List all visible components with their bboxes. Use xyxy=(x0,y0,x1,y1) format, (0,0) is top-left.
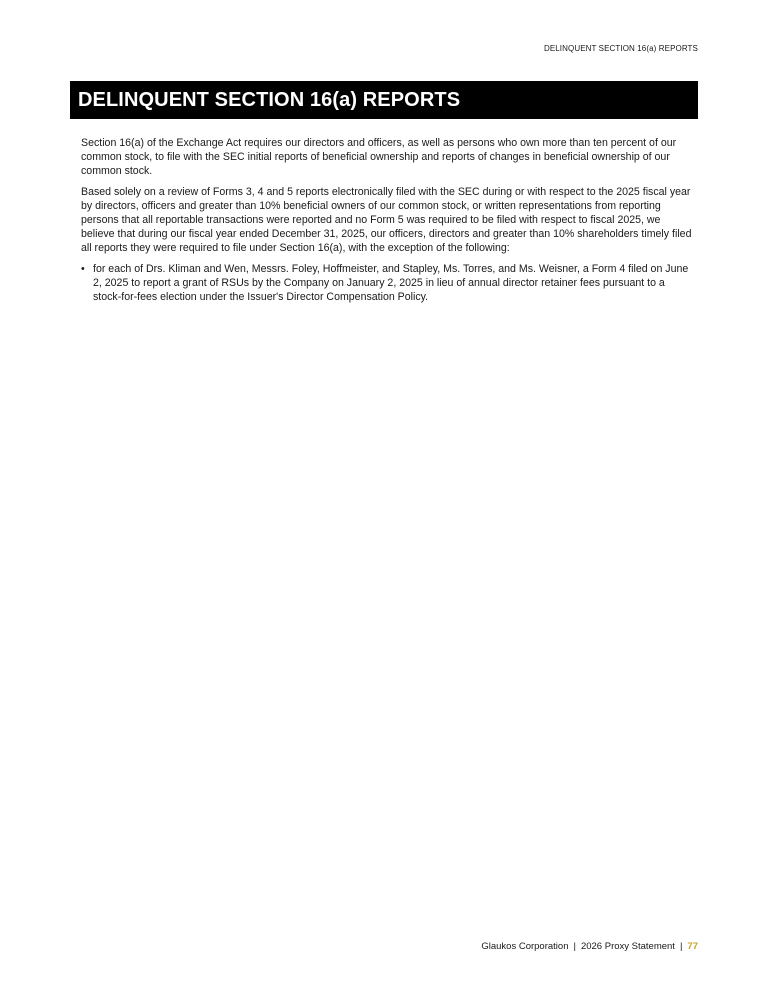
section-title-bar xyxy=(70,81,698,119)
section-body xyxy=(81,136,693,304)
page-number: 77 xyxy=(687,941,698,952)
footer-separator: | xyxy=(573,941,576,952)
footer-document-title: 2026 Proxy Statement xyxy=(580,941,675,952)
section-title: DELINQUENT SECTION 16(a) REPORTS xyxy=(78,88,461,111)
paragraph-section-16a-intro: Section 16(a) of the Exchange Act requires our directors and officers, as well as persons who own more than ten percent of our common stock, to file with the SEC initial reports of beneficial ownership and reports of changes in beneficial ownership of our common stock. xyxy=(81,137,677,177)
footer-separator: | xyxy=(679,941,683,952)
running-header: DELINQUENT SECTION 16(a) REPORTS xyxy=(543,44,698,53)
page-footer xyxy=(481,941,698,952)
paragraph-review-basis: Based solely on a review of Forms 3, 4 and 5 reports electronically filed with the SEC during or with respect to the 2025 fiscal year by directors, officers and greater than 10% beneficial owners of our common stock, or written representations from reporting persons that all reportable transactions were reported and no Form 5 was required to be filed with respect to fiscal 2025, we believe that during our fiscal year ended December 31, 2025, our officers, directors and greater than 10% shareholders timely filed all reports they were required to file under Section 16(a), with the exception of the following: xyxy=(81,186,692,254)
exceptions-list xyxy=(81,262,693,304)
footer-company: Glaukos Corporation xyxy=(481,941,569,952)
list-item-text: for each of Drs. Kliman and Wen, Messrs. Foley, Hoffmeister, and Stapley, Ms. Torres, and Ms. Weisner, a Form 4 filed on June 2, 2025 to report a grant of RSUs by the Company on January 2, 2025 in lieu of annual director retainer fees pursuant to a stock-for-fees election under the Issuer's Director Compensation Policy. xyxy=(93,263,689,303)
list-item xyxy=(81,262,693,304)
bullet-icon: • xyxy=(81,263,85,275)
